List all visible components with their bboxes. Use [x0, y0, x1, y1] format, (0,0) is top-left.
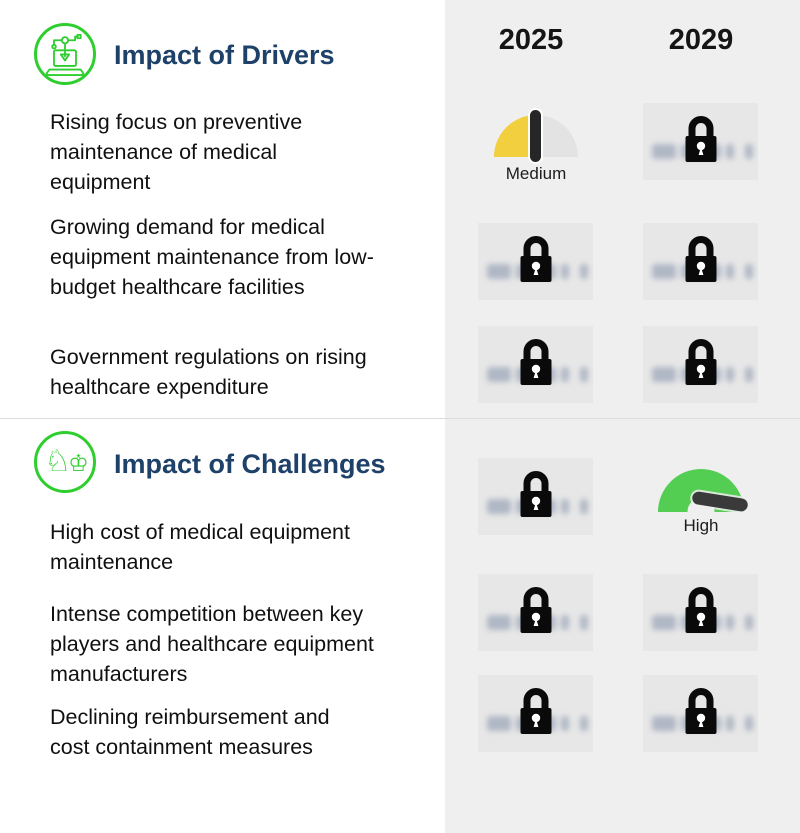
lock-icon: [513, 467, 559, 521]
locked-cell[interactable]: [643, 223, 758, 300]
locked-cell[interactable]: [643, 675, 758, 752]
locked-cell[interactable]: [643, 326, 758, 403]
section-divider: [0, 418, 800, 419]
column-header-2025: 2025: [498, 24, 564, 56]
challenge-item: Declining reimbursement and cost containment measures: [50, 705, 330, 759]
section-title-drivers: Impact of Drivers: [114, 40, 335, 70]
lock-icon: [678, 232, 724, 286]
locked-cell[interactable]: [478, 675, 593, 752]
circuit-download-laptop-icon: [34, 23, 96, 85]
lock-icon: [513, 335, 559, 389]
locked-cell[interactable]: [478, 574, 593, 651]
lock-icon: [678, 583, 724, 637]
challenge-item: Intense competition between key players and healthcare equipment manufacturers: [50, 602, 374, 686]
lock-icon: [678, 112, 724, 166]
driver-item: Government regulations on rising healthcare expenditure: [50, 345, 367, 399]
lock-icon: [513, 684, 559, 738]
locked-cell[interactable]: [478, 223, 593, 300]
section-title-challenges: Impact of Challenges: [114, 449, 386, 479]
locked-cell[interactable]: [478, 326, 593, 403]
locked-cell[interactable]: [478, 458, 593, 535]
gauge-needle: [530, 110, 541, 162]
lock-icon: [513, 232, 559, 286]
challenge-item: High cost of medical equipment maintenance: [50, 520, 350, 574]
lock-icon: [678, 684, 724, 738]
gauge-label: Medium: [505, 164, 567, 183]
locked-cell[interactable]: [643, 103, 758, 180]
lock-icon: [678, 335, 724, 389]
chess-pieces-icon: ♘♔: [34, 431, 96, 493]
driver-item: Rising focus on preventive maintenance of medical equipment: [50, 110, 303, 194]
gauge-label: High: [683, 516, 719, 535]
driver-item: Growing demand for medical equipment maintenance from low-budget healthcare facilities: [50, 215, 374, 299]
locked-cell[interactable]: [643, 574, 758, 651]
column-header-2029: 2029: [668, 24, 734, 56]
lock-icon: [513, 583, 559, 637]
